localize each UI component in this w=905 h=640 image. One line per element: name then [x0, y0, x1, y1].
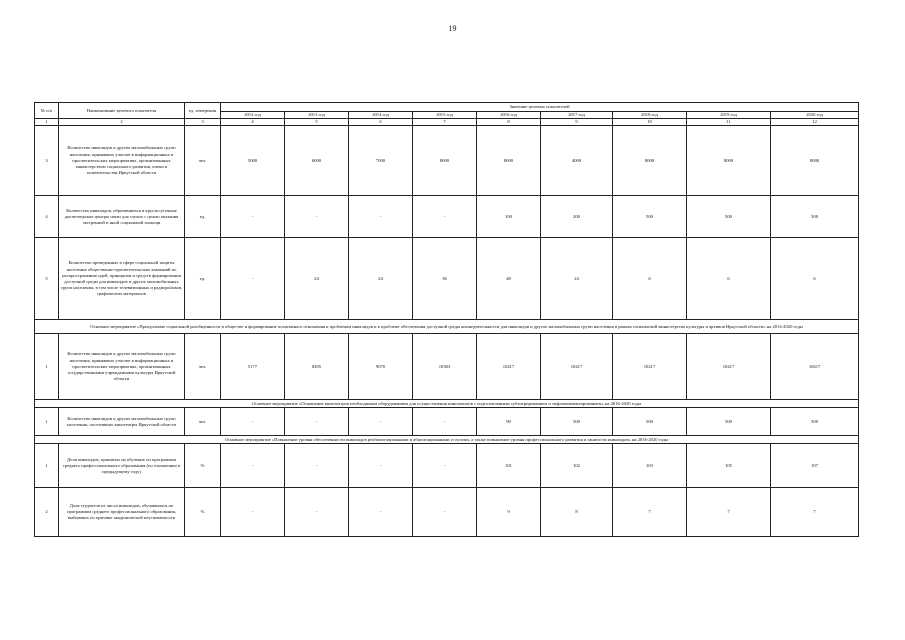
- value-cell: -: [349, 196, 413, 238]
- indicator-name: Доля студентов из числа инвалидов, обучавшихся по программам среднего профессионального образования, выбывших по причине академической неуспеваемости: [59, 488, 185, 537]
- unit: чел.: [185, 126, 221, 196]
- value-cell: -: [285, 196, 349, 238]
- value-cell: 101: [477, 444, 541, 488]
- value-cell: 107: [771, 444, 859, 488]
- value-cell: 8000: [771, 126, 859, 196]
- value-cell: -: [221, 408, 285, 436]
- column-number: 6: [349, 119, 413, 126]
- header-year: 2017 год: [541, 112, 613, 119]
- value-cell: 90: [477, 408, 541, 436]
- header-row: [35, 103, 859, 112]
- value-cell: 500: [613, 196, 687, 238]
- value-cell: 8000: [413, 126, 477, 196]
- value-cell: 24: [349, 238, 413, 320]
- row-number: 3: [35, 126, 59, 196]
- section-row: [35, 400, 859, 408]
- value-cell: 9070: [349, 334, 413, 400]
- header-year: 2015 год: [413, 112, 477, 119]
- value-cell: 4000: [541, 126, 613, 196]
- row-number: 1: [35, 408, 59, 436]
- column-number: 12: [771, 119, 859, 126]
- header-unit: ед. измерения: [185, 103, 221, 119]
- value-cell: -: [413, 444, 477, 488]
- section-title: Основное мероприятие «Преодоление социальной разобщенности в обществе и формирование позитивного отношения к проблемам инвалидов и к проблеме обеспечения доступной среды жизнедеятельности для инвалидов и других маломобильных групп населения в рамках полномочий министерства культуры и архивов Иркутской области» на 2014-2020 годы: [35, 320, 859, 334]
- value-cell: 500: [613, 408, 687, 436]
- column-number: 4: [221, 119, 285, 126]
- row-number: 5: [35, 238, 59, 320]
- table-row: [35, 334, 859, 400]
- value-cell: -: [413, 196, 477, 238]
- value-cell: 7: [613, 488, 687, 537]
- value-cell: 5177: [221, 334, 285, 400]
- column-number: 2: [59, 119, 185, 126]
- value-cell: -: [413, 488, 477, 537]
- value-cell: -: [221, 196, 285, 238]
- table-row: [35, 126, 859, 196]
- indicator-name: Доля инвалидов, принятых на обучение по программам среднего профессионального образования (по отношению к предыдущему году): [59, 444, 185, 488]
- header-year: 2014 год: [349, 112, 413, 119]
- column-number: 11: [687, 119, 771, 126]
- indicator-name: Количество инвалидов и других маломобильных групп населения, принявших участие в информационных и просветительских мероприятиях, организованных государственными учреждениями культуры Иркутской области: [59, 334, 185, 400]
- value-cell: 500: [771, 408, 859, 436]
- value-cell: 10417: [477, 334, 541, 400]
- section-row: [35, 436, 859, 444]
- value-cell: 24: [541, 238, 613, 320]
- value-cell: 500: [687, 408, 771, 436]
- value-cell: -: [221, 238, 285, 320]
- unit: чел.: [185, 408, 221, 436]
- page-number: 19: [448, 24, 457, 33]
- value-cell: 103: [613, 444, 687, 488]
- value-cell: 6000: [285, 126, 349, 196]
- column-number: 9: [541, 119, 613, 126]
- column-number: 10: [613, 119, 687, 126]
- targets-table: [34, 102, 859, 537]
- value-cell: 200: [541, 196, 613, 238]
- value-cell: 8: [541, 488, 613, 537]
- section-title: Основное мероприятие «Оснащение кинотеатров необходимым оборудованием для осуществления кинопоказов с подготовленным субтитрированием и тифлокомментированием» на 2016-2020 годы: [35, 400, 859, 408]
- table-row: [35, 238, 859, 320]
- header-year: 2013 год: [285, 112, 349, 119]
- value-cell: 48: [477, 238, 541, 320]
- header-num: № п/п: [35, 103, 59, 119]
- value-cell: -: [349, 444, 413, 488]
- value-cell: 10417: [687, 334, 771, 400]
- value-cell: 500: [687, 196, 771, 238]
- value-cell: 6: [687, 238, 771, 320]
- unit: чел.: [185, 334, 221, 400]
- unit: %: [185, 488, 221, 537]
- value-cell: 7000: [349, 126, 413, 196]
- column-number: 3: [185, 119, 221, 126]
- column-number: 5: [285, 119, 349, 126]
- value-cell: 7: [771, 488, 859, 537]
- row-number: 1: [35, 444, 59, 488]
- value-cell: 102: [541, 444, 613, 488]
- table-body: [35, 103, 859, 537]
- value-cell: 6: [613, 238, 687, 320]
- value-cell: -: [349, 488, 413, 537]
- header-year: 2019 год: [687, 112, 771, 119]
- value-cell: 8000: [477, 126, 541, 196]
- indicator-name: Количество инвалидов и других маломобильных групп населения, посетивших кинотеатры Иркутской области: [59, 408, 185, 436]
- value-cell: 500: [771, 196, 859, 238]
- value-cell: 10303: [413, 334, 477, 400]
- indicator-name: Количество инвалидов и других маломобильных групп населения, принявших участие в информационных и просветительских мероприятиях, организованных министерством социального развития, опеки и попечительства Иркутской области: [59, 126, 185, 196]
- value-cell: 24: [285, 238, 349, 320]
- header-year: 2012 год: [221, 112, 285, 119]
- table-row: [35, 488, 859, 537]
- header-year: 2020 год: [771, 112, 859, 119]
- column-numbers-row: [35, 119, 859, 126]
- value-cell: 10417: [541, 334, 613, 400]
- unit: %: [185, 444, 221, 488]
- value-cell: 7: [687, 488, 771, 537]
- value-cell: 500: [541, 408, 613, 436]
- value-cell: 105: [687, 444, 771, 488]
- section-row: [35, 320, 859, 334]
- value-cell: 8000: [687, 126, 771, 196]
- header-values-group: Значение целевых показателей: [221, 103, 859, 112]
- value-cell: 100: [477, 196, 541, 238]
- value-cell: -: [221, 488, 285, 537]
- value-cell: -: [285, 408, 349, 436]
- column-number: 1: [35, 119, 59, 126]
- unit: ед.: [185, 238, 221, 320]
- section-title: Основное мероприятие «Повышение уровня обеспеченности инвалидов реабилитационными и абилитационными услугами, а также повышение уровня профессионального развития и занятости инвалидов» на 2016-2020 годы: [35, 436, 859, 444]
- row-number: 1: [35, 334, 59, 400]
- header-year: 2016 год: [477, 112, 541, 119]
- column-number: 7: [413, 119, 477, 126]
- value-cell: 6: [771, 238, 859, 320]
- header-year: 2018 год: [613, 112, 687, 119]
- table-row: [35, 444, 859, 488]
- value-cell: 10417: [613, 334, 687, 400]
- value-cell: 8000: [613, 126, 687, 196]
- value-cell: -: [221, 444, 285, 488]
- value-cell: 36: [413, 238, 477, 320]
- row-number: 4: [35, 196, 59, 238]
- value-cell: 10417: [771, 334, 859, 400]
- value-cell: -: [285, 488, 349, 537]
- value-cell: 9: [477, 488, 541, 537]
- value-cell: 5000: [221, 126, 285, 196]
- value-cell: 8495: [285, 334, 349, 400]
- column-number: 8: [477, 119, 541, 126]
- row-number: 2: [35, 488, 59, 537]
- value-cell: -: [349, 408, 413, 436]
- indicator-name: Количество инвалидов, обратившихся в круглосуточные диспетчерские центры связи для глухих с целью оказания экстренной и иной социальной помощи: [59, 196, 185, 238]
- value-cell: -: [413, 408, 477, 436]
- table-row: [35, 408, 859, 436]
- value-cell: -: [285, 444, 349, 488]
- header-name: Наименование целевого показателя: [59, 103, 185, 119]
- table-row: [35, 196, 859, 238]
- indicator-name: Количество проведенных в сфере социальной защиты населения общественно-просветительских кампаний по распространению идей, принципов и средств формирования доступной среды для инвалидов и других маломобильных групп населения, в том числе телевизионных и радиорολиков, графических материалов: [59, 238, 185, 320]
- unit: ед.: [185, 196, 221, 238]
